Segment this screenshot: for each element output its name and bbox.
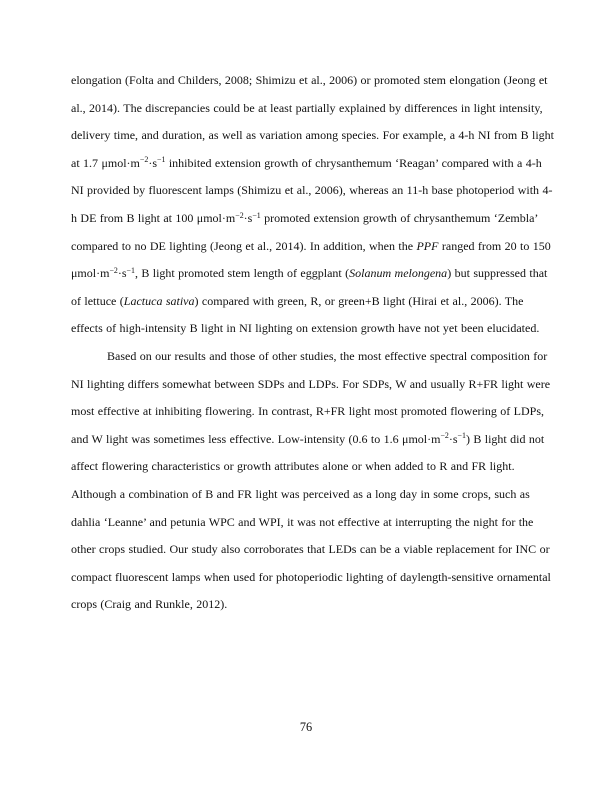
page-number: 76: [299, 720, 313, 734]
text-run: ranged from 20 to 150 μmol·m: [71, 238, 551, 281]
text-run: Based on our results and those of other studies, the most effective spectral composition for NI lighting differs somewhat between SDPs and LDPs. For SDPs, W and usually R+FR light were most effective at inhibiting flowering. In contrast, R+FR light most promoted flowering of LDPs, and W light was sometimes less effective. Low-intensity (0.6 to 1.6 μmol·m: [71, 348, 551, 446]
superscript-text: −1: [252, 210, 261, 220]
text-run: ·s: [117, 266, 127, 281]
superscript-text: −2: [109, 265, 118, 275]
text-run: , B light promoted stem length of eggplant (: [134, 266, 350, 281]
superscript-text: −1: [457, 431, 466, 441]
paragraph: [71, 343, 555, 619]
superscript-text: −2: [139, 155, 149, 165]
text-run: ·s: [448, 431, 458, 446]
text-run: promoted extension growth of chrysanthemum ‘Zembla’ compared to no DE lighting (Jeong et al., 2014). In addition, when the: [71, 210, 538, 253]
superscript-text: −1: [157, 155, 166, 165]
document-body: [71, 67, 555, 619]
paragraph: [71, 67, 555, 343]
text-run: elongation (Folta and Childers, 2008; Shimizu et al., 2006) or promoted stem elongation (Jeong et al., 2014). The discrepancies could be at least partially explained by differences in light intensity, delivery time, and duration, as well as variation among species. For example, a 4-h NI from B light at 1.7 μmol·m: [71, 73, 555, 170]
text-run: ) B light did not affect flowering characteristics or growth attributes alone or when added to R and FR light. Although a combination of B and FR light was perceived as a long day in some crops, such as dahlia ‘Leanne’ and petunia WPC and WPI, it was not effective at interrupting the night for the other crops studied. Our study also corroborates that LEDs can be a viable replacement for INC or compact fluorescent lamps when used for photoperiodic lighting of daylength-sensitive ornamental crops (Craig and Runkle, 2012).: [71, 431, 551, 612]
italic-text: Solanum melongena: [349, 266, 448, 281]
text-run: inhibited extension growth of chrysanthemum ‘Reagan’ compared with a 4-h NI provided by fluorescent lamps (Shimizu et al., 2006), whereas an 11-h base photoperiod with 4-h DE from B light at 100 μmol·m: [71, 155, 553, 225]
text-run: ·s: [243, 210, 253, 225]
text-run: ·s: [148, 155, 157, 170]
text-run: ) but suppressed that of lettuce (: [71, 266, 548, 308]
italic-text: PPF: [416, 238, 439, 253]
superscript-text: −2: [440, 431, 449, 441]
superscript-text: −2: [235, 210, 244, 220]
italic-text: Lactuca sativa: [123, 293, 195, 308]
superscript-text: −1: [126, 265, 135, 275]
text-run: ) compared with green, R, or green+B light (Hirai et al., 2006). The effects of high-intensity B light in NI lighting on extension growth have not yet been elucidated.: [71, 293, 540, 336]
